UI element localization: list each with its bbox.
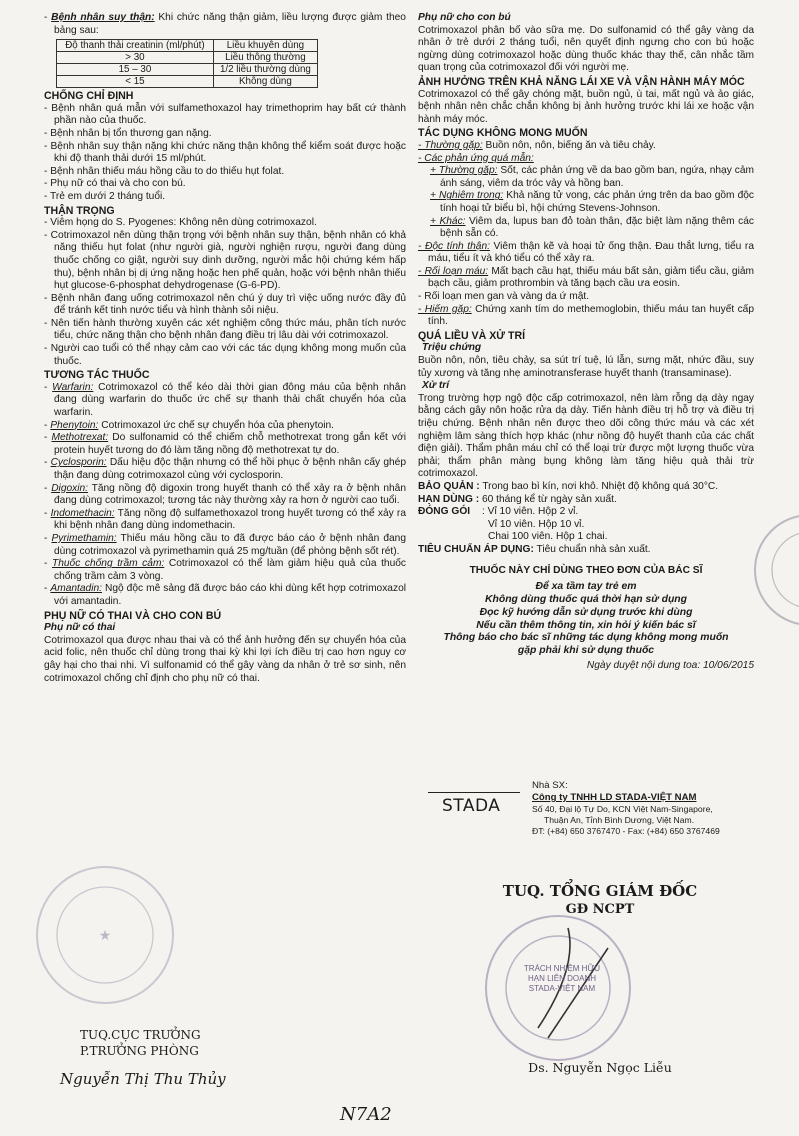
storage-line — [418, 481, 754, 494]
drug-text: Dấu hiệu độc thận nhưng có thể hồi phục ở bệnh nhân cấy ghép thận đang dùng cotrimoxazol cùng với cyclosporin. — [54, 457, 406, 481]
pack-label: ĐÓNG GÓI — [418, 506, 471, 518]
std-line — [418, 544, 754, 557]
adverse-name: + Khác: — [430, 215, 466, 227]
manufacturer-block — [428, 780, 748, 840]
dose-cell: 15 – 30 — [57, 64, 214, 76]
std-label: TIÊU CHUẨN ÁP DỤNG: — [418, 543, 534, 555]
bureau-signature-block — [30, 860, 270, 1100]
drug-name: Cyclosporin: — [50, 457, 107, 469]
drug-text: Cotrimoxazol có thể làm giảm hiệu quả của thuốc chống trầm cảm 3 vòng. — [54, 558, 406, 582]
overdose-title: QUÁ LIỀU VÀ XỬ TRÍ — [418, 329, 526, 342]
pack-line: Chai 100 viên. Hộp 1 chai. — [488, 531, 608, 543]
list-item: - Người cao tuổi có thể nhạy cảm cao với các tác dụng không mong muốn của thuốc. — [44, 343, 406, 367]
list-item: - Cyclosporin: Dấu hiệu độc thận nhưng có thể hồi phục ở bệnh nhân cấy ghép thận đang dùng cotrimoxazol cùng với cyclosporin. — [44, 457, 406, 481]
list-item: - Methotrexat: Do sulfonamid có thể chiếm chỗ methotrexat trong gắn kết với protein huyết tương do đó làm tăng nồng độ methotrexat tự do. — [44, 432, 406, 456]
edge-stamp-icon — [750, 495, 799, 645]
table-row — [57, 64, 318, 76]
manufacturer-address: Số 40, Đại lộ Tự Do, KCN Việt Nam-Singapore, — [532, 804, 713, 814]
symptoms-text: Buồn nôn, nôn, tiêu chảy, sa sút trí tuệ, lú lẫn, sưng mặt, nhức đầu, suy tủy xương và tăng nhẹ aminotransferase huyết thanh (transaminase). — [418, 355, 754, 379]
drug-text: Tăng nồng độ digoxin trong huyết thanh có thể xảy ra ở bệnh nhân đang dùng cotrimoxazol; tương tác này thường xảy ra hơn ở người cao tuổi. — [54, 482, 406, 507]
adverse-name: + Thường gặp: — [430, 165, 498, 177]
adverse-text: Chứng xanh tím do methemoglobin, thiếu máu tan huyết cấp tính. — [428, 303, 754, 328]
treat-subtitle: Xử trí — [422, 380, 450, 392]
drug-text: Cotrimoxazol ức chế sự chuyển hóa của phenytoin. — [98, 419, 335, 431]
drug-name: Warfarin: — [52, 381, 94, 393]
director-name: Ds. Nguyễn Ngọc Liễu — [528, 1060, 672, 1075]
rx-notice: THUỐC NÀY CHỈ DÙNG THEO ĐƠN CỦA BÁC SĨ — [469, 564, 703, 576]
interact-title: TƯƠNG TÁC THUỐC — [44, 369, 150, 382]
adverse-list — [418, 140, 754, 329]
storage-label: BẢO QUẢN : — [418, 480, 480, 492]
table-row — [57, 76, 318, 88]
dose-header-clearance: Độ thanh thải creatinin (ml/phút) — [57, 40, 214, 52]
manufacturer-name: Công ty TNHH LD STADA-VIỆT NAM — [532, 792, 697, 803]
list-item — [418, 216, 754, 241]
contra-list — [44, 103, 406, 204]
initials: N7A2 — [340, 1104, 392, 1125]
adverse-title: TÁC DỤNG KHÔNG MONG MUỐN — [418, 127, 588, 140]
caution-title: THẬN TRỌNG — [44, 204, 115, 217]
expiry-line — [418, 494, 754, 507]
director-signature-block — [470, 882, 730, 1082]
adverse-name: - Rối loạn máu: — [418, 265, 489, 277]
adverse-text: - Rối loạn men gan và vàng da ứ mật. — [418, 291, 590, 303]
drug-text: Thiếu máu hồng cầu to đã được báo cáo ở bệnh nhân đang dùng cotrimoxazol và pyrimethamin quá 25 mg/tuần (để phòng bệnh sốt rét). — [54, 532, 406, 557]
director-title: TUQ. TỔNG GIÁM ĐỐC — [502, 882, 698, 900]
dose-cell: Không dùng — [213, 76, 317, 88]
adverse-name: - Các phản ứng quá mẫn: — [418, 152, 534, 164]
list-item — [418, 291, 754, 304]
dose-cell: < 15 — [57, 76, 214, 88]
left-column — [44, 12, 406, 685]
drug-name: Methotrexat: — [51, 432, 109, 444]
renal-label: Bệnh nhân suy thận: — [51, 12, 155, 23]
adverse-name: - Thường gặp: — [418, 139, 483, 151]
list-item: - Bệnh nhân đang uống cotrimoxazol nên chú ý duy trì việc uống nước đầy đủ để tránh kết tinh nước tiểu và hình thành sỏi niệu. — [44, 292, 406, 317]
list-item: - Indomethacin: Tăng nồng độ sulfamethoxazol trong huyết tương có thể xảy ra khi bệnh nhân đang dùng indomethacin. — [44, 507, 406, 532]
list-item: - Cotrimoxazol nên dùng thận trọng với bệnh nhân suy thận, bệnh nhân có khả năng thiếu hụt folat (như người già, người nghiện rượu, người đang dùng thuốc chống co giật, người suy dinh dưỡng, người mắc hội chứng kém hấp thu), bệnh nhân bị dị ứng nặng hoặc hen phế quản, hoặc với bệnh nhân thiếu hụt glucose-6-phosphat dehydrogenase (G-6-PD). — [44, 229, 406, 292]
pack-block — [418, 506, 754, 544]
drug-text: Cotrimoxazol có thể kéo dài thời gian đông máu của bệnh nhân đang dùng warfarin do thuốc ức chế sự thanh thải chất chuyển hóa của warfarin. — [54, 381, 406, 419]
preg-subtitle: Phụ nữ có thai — [44, 622, 116, 634]
lact-text: Cotrimoxazol phân bố vào sữa mẹ. Do sulfonamid có thể gây vàng da nhân ở trẻ dưới 2 tháng tuổi, nên quyết định ngưng cho con bú hoặc ngừng dùng cotrimoxazol hoặc dùng thuốc khác thay thế, cân nhắc tầm quan trọng của cotrimoxazol đối với người mẹ. — [418, 24, 754, 74]
treat-text: Trong trường hợp ngộ độc cấp cotrimoxazol, nên làm rỗng dạ dày ngay bằng cách gây nôn hoặc rửa dạ dày. Tiến hành điều trị hỗ trợ và điều trị triệu chứng. Bệnh nhân nên được theo dõi công thức máu và các xét nghiệm lâm sàng thích hợp khác (như nồng độ huyết thanh của các chất điện giải). Thẩm phân máu chỉ có thể loại trừ được một lượng thuốc vừa phải; thẩm phân màng bụng không làm tăng hiệu quả thải trừ cotrimoxazol. — [418, 392, 754, 480]
adverse-name: - Độc tính thận: — [418, 240, 490, 252]
contra-title: CHỐNG CHỈ ĐỊNH — [44, 90, 134, 103]
list-item — [418, 153, 754, 166]
drug-text: Do sulfonamid có thể chiếm chỗ methotrexat trong gắn kết với protein huyết tương do đó làm tăng nồng độ methotrexat tự do. — [54, 432, 406, 456]
drug-name: Thuốc chống trầm cảm: — [51, 558, 165, 570]
bureau-stamp-icon — [30, 860, 180, 1010]
list-item — [418, 304, 754, 329]
manufacturer-label: Nhà SX: — [532, 780, 568, 791]
drug-text: Tăng nồng độ sulfamethoxazol trong huyết tương có thể xảy ra khi bệnh nhân đang dùng indomethacin. — [54, 507, 406, 532]
dose-cell: 1/2 liều thường dùng — [213, 64, 317, 76]
list-item: - Phenytoin: Cotrimoxazol ức chế sự chuyển hóa của phenytoin. — [44, 419, 335, 431]
list-item: - Bệnh nhân quá mẫn với sulfamethoxazol hay trimethoprim hay bất cứ thành phần nào của thuốc. — [44, 102, 406, 127]
list-item: - Phụ nữ có thai và cho con bú. — [44, 178, 186, 190]
list-item: - Nên tiến hành thường xuyên các xét nghiệm công thức máu, phân tích nước tiểu, chức năng thận cho bệnh nhân đang điều trị lâu dài với cotrimoxazol. — [44, 317, 406, 342]
svg-text:★: ★ — [98, 928, 112, 944]
drug-name: Phenytoin: — [50, 419, 99, 431]
renal-paragraph: - Bệnh nhân suy thận: Khi chức năng thận giảm, liều lượng được giảm theo bảng sau: — [44, 12, 406, 36]
adverse-text: Viêm thận kẽ và hoại tử ống thận. Đau thắt lưng, tiểu ra máu, tiểu ít và khó tiểu có thể xảy ra. — [428, 240, 754, 265]
stamp-text: TRÁCH NHIỆM HỮU HẠN LIÊN DOANH STADA-VIỆT NAM — [523, 964, 601, 993]
warning-line: Thông báo cho bác sĩ những tác dụng không mong muốn gặp phải khi sử dụng thuốc — [443, 632, 729, 657]
list-item: - Amantadin: Ngộ độc mê sảng đã được báo cáo khi dùng kết hợp cotrimoxazol với amantadin. — [44, 583, 406, 607]
list-item: - Thuốc chống trầm cảm: Cotrimoxazol có thể làm giảm hiệu quả của thuốc chống trầm cảm 3 vòng. — [44, 558, 406, 582]
adverse-text: Mất bạch cầu hạt, thiếu máu bất sản, giảm tiểu cầu, giảm bạch cầu, giảm prothrombin và tăng bạch cầu ưa eosin. — [428, 265, 754, 290]
list-item: - Bệnh nhân suy thận nặng khi chức năng thận không thể kiểm soát được hoặc khi độ thanh thải dưới 15 ml/phút. — [44, 140, 406, 165]
drug-text: Ngộ độc mê sảng đã được báo cáo khi dùng kết hợp cotrimoxazol với amantadin. — [54, 583, 406, 607]
drive-title: ẢNH HƯỞNG TRÊN KHẢ NĂNG LÁI XE VÀ VẬN HÀNH MÁY MÓC — [418, 75, 745, 88]
right-column — [418, 12, 754, 673]
list-item: - Trẻ em dưới 2 tháng tuổi. — [44, 190, 166, 202]
list-item — [418, 190, 754, 215]
manufacturer-address: Thuận An, Tỉnh Bình Dương, Việt Nam. — [544, 815, 695, 825]
dose-cell: > 30 — [57, 52, 214, 64]
approval-date: Ngày duyệt nội dung toa: 10/06/2015 — [586, 659, 754, 671]
director-subtitle: GĐ NCPT — [565, 902, 635, 917]
dose-table — [56, 39, 318, 88]
table-row — [57, 52, 318, 64]
logo-rule — [428, 792, 520, 793]
renal-text: Khi chức năng thận giảm, liều lượng được giảm theo bảng sau: — [54, 12, 406, 36]
list-item: - Bệnh nhân thiếu máu hồng cầu to do thiếu hụt folat. — [44, 165, 285, 177]
drug-name: Indomethacin: — [50, 507, 115, 519]
bureau-name: Nguyễn Thị Thu Thủy — [60, 1070, 226, 1088]
bureau-title: TUQ.CỤC TRƯỞNG — [80, 1028, 201, 1042]
adverse-text: Khả năng tử vong, các phản ứng trên da bao gồm độc tính hoại tử biểu bì, hội chứng Stevens-Johnson. — [440, 190, 755, 214]
preg-text: Cotrimoxazol qua được nhau thai và có thể ảnh hưởng đến sự chuyển hóa của acid folic, nên thuốc chỉ dùng trong thai kỳ khi lợi ích điều trị cao hơn nguy cơ gây hại cho thai nhi. Vì sulfonamid có thể gây vàng da nhân ở trẻ sơ sinh, nên cotrimoxazol chống chỉ định cho phụ nữ có thai. — [44, 634, 406, 684]
list-item: - Viêm họng do S. Pyogenes: Không nên dùng cotrimoxazol. — [44, 217, 317, 229]
dose-table-header — [57, 40, 318, 52]
adverse-text: Buồn nôn, nôn, biếng ăn và tiêu chảy. — [482, 139, 656, 151]
warning-line: Đọc kỹ hướng dẫn sử dụng trước khi dùng — [479, 606, 693, 618]
pack-lines — [482, 506, 608, 544]
manufacturer-info — [532, 780, 748, 837]
adverse-name: + Nghiêm trọng: — [430, 190, 504, 202]
adverse-text: Sốt, các phản ứng về da bao gồm ban, ngứa, nhạy cảm ánh sáng, viêm da tróc vảy và hồng ban. — [440, 165, 754, 189]
interact-list — [44, 382, 406, 609]
pack-line: : Vỉ 10 viên. Hộp 2 vỉ. — [482, 506, 579, 518]
warning-line: Để xa tầm tay trẻ em — [535, 581, 637, 593]
symptoms-subtitle: Triệu chứng — [422, 342, 482, 354]
caution-list — [44, 217, 406, 368]
list-item: - Bệnh nhân bị tổn thương gan nặng. — [44, 127, 212, 139]
list-item — [418, 266, 754, 291]
manufacturer-contact: ĐT: (+84) 650 3767470 - Fax: (+84) 650 3767469 — [532, 826, 720, 836]
adverse-text: Viêm da, lupus ban đỏ toàn thân, đặc biệt làm nặng thêm các bệnh sẵn có. — [440, 215, 754, 240]
drug-name: Digoxin: — [51, 482, 89, 494]
drug-name: Amantadin: — [50, 583, 102, 595]
std-text: Tiêu chuẩn nhà sản xuất. — [533, 543, 651, 555]
expiry-text: 60 tháng kể từ ngày sản xuất. — [479, 493, 617, 505]
list-item: - Pyrimethamin: Thiếu máu hồng cầu to đã được báo cáo ở bệnh nhân đang dùng cotrimoxazol và pyrimethamin quá 25 mg/tuần (để phòng bệnh sốt rét). — [44, 532, 406, 557]
dose-header-dose: Liều khuyên dùng — [213, 40, 317, 52]
drive-text: Cotrimoxazol có thể gây chóng mặt, buồn ngủ, ù tai, mất ngủ và ảo giác, bệnh nhân nên chắc chắn không bị ảnh hưởng trước khi lái xe hoặc vận hành máy móc. — [418, 88, 754, 125]
drug-name: Pyrimethamin: — [51, 532, 117, 544]
bureau-subtitle: P.TRƯỞNG PHÒNG — [80, 1044, 199, 1058]
list-item: - Warfarin: Cotrimoxazol có thể kéo dài thời gian đông máu của bệnh nhân đang dùng warfarin do thuốc ức chế sự thanh thải chất chuyển hóa của warfarin. — [44, 381, 406, 419]
storage-text: Trong bao bì kín, nơi khô. Nhiệt độ không quá 30°C. — [479, 480, 719, 492]
list-item — [418, 165, 754, 190]
stada-logo: STADA — [442, 796, 501, 816]
lact-subtitle: Phụ nữ cho con bú — [418, 12, 511, 23]
list-item — [418, 140, 754, 153]
adverse-name: - Hiếm gặp: — [418, 303, 472, 315]
pack-line: Vỉ 10 viên. Hộp 10 vỉ. — [488, 518, 585, 530]
warning-line: Nếu cần thêm thông tin, xin hỏi ý kiến bác sĩ — [476, 619, 696, 631]
list-item — [418, 241, 754, 266]
warning-line: Không dùng thuốc quá thời hạn sử dụng — [485, 593, 687, 605]
dose-cell: Liều thông thường — [213, 52, 317, 64]
preg-title: PHỤ NỮ CÓ THAI VÀ CHO CON BÚ — [44, 609, 222, 622]
list-item: - Digoxin: Tăng nồng độ digoxin trong huyết thanh có thể xảy ra ở bệnh nhân đang dùng cotrimoxazol; tương tác này thường xảy ra hơn ở người cao tuổi. — [44, 482, 406, 507]
expiry-label: HẠN DÙNG : — [418, 493, 480, 505]
